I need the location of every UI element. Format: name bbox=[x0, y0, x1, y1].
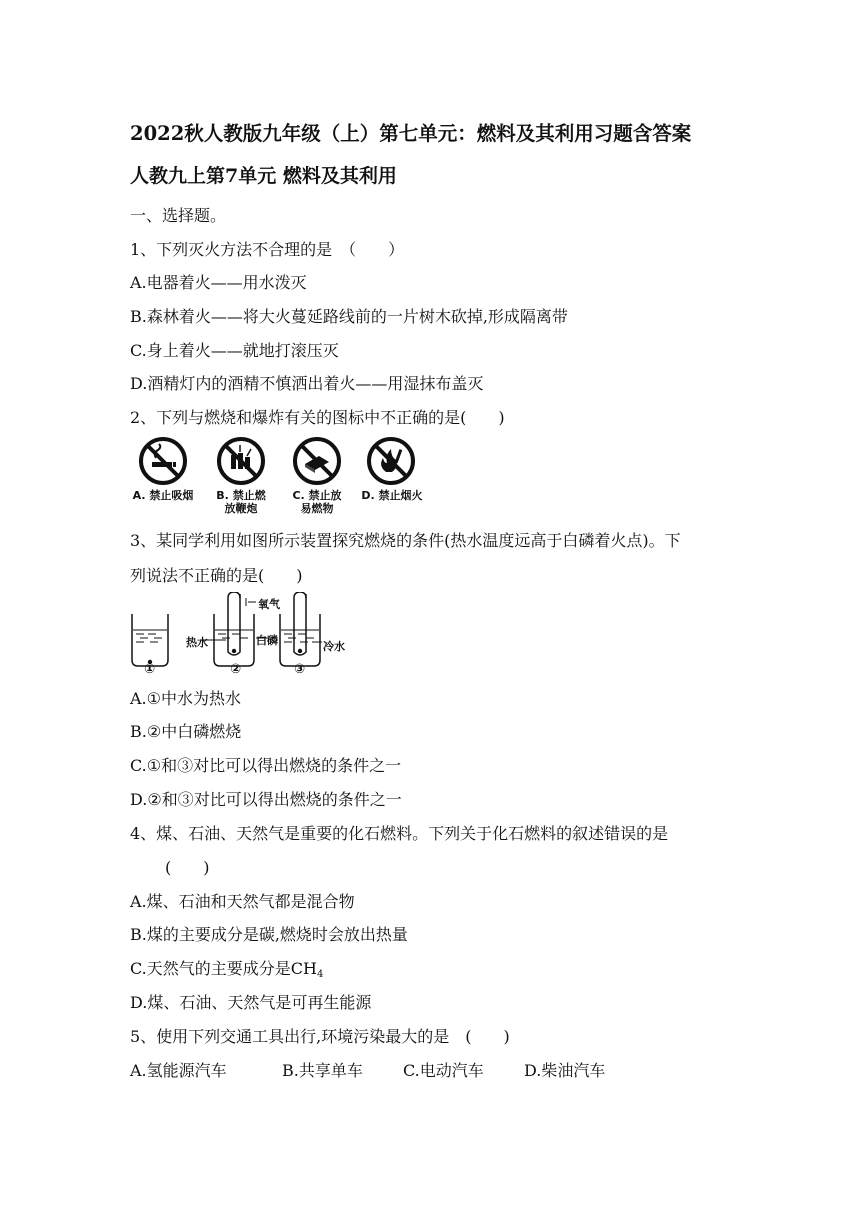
question-5-stem: 5、使用下列交通工具出行,环境污染最大的是 ( ) bbox=[130, 1027, 510, 1046]
question-5-options bbox=[130, 1058, 605, 1081]
no-fireworks-sign-icon bbox=[216, 436, 266, 486]
no-open-flame-sign-icon bbox=[366, 436, 416, 486]
sign-d-label: D. 禁止烟火 bbox=[361, 489, 423, 502]
hot-water-label: 热水 bbox=[186, 636, 208, 649]
question-3-option-a: A.①中水为热水 bbox=[130, 689, 241, 708]
question-1-option-d: D.酒精灯内的酒精不慎洒出着火——用湿抹布盖灭 bbox=[130, 374, 484, 393]
question-1-option-b: B.森林着火——将大火蔓延路线前的一片树木砍掉,形成隔离带 bbox=[130, 307, 568, 326]
sign-a-label: A. 禁止吸烟 bbox=[132, 489, 194, 502]
sign-c-label: C. 禁止放 易燃物 bbox=[292, 489, 342, 515]
question-1-stem: 1、下列灭火方法不合理的是 （ ） bbox=[130, 240, 405, 259]
question-4-option-c: C.天然气的主要成分是$CH_4$ bbox=[130, 959, 324, 980]
question-1-option-c: C.身上着火——就地打滚压灭 bbox=[130, 341, 339, 360]
question-3-stem-line-2: 列说法不正确的是( ) bbox=[130, 566, 303, 585]
no-flammables-sign-icon bbox=[292, 436, 342, 486]
question-1-option-a: A.电器着火——用水泼灭 bbox=[130, 273, 307, 292]
document-title: 2022秋人教版九年级（上）第七单元：燃料及其利用习题含答案 bbox=[130, 122, 692, 145]
question-3-option-b: B.②中白磷燃烧 bbox=[130, 722, 242, 741]
question-3-stem-line-1: 3、某同学利用如图所示装置探究燃烧的条件(热水温度远高于白磷着火点)。下 bbox=[130, 531, 681, 550]
question-5-option-c: C.电动汽车 bbox=[403, 1061, 484, 1080]
document-subtitle: 人教九上第7单元 燃料及其利用 bbox=[130, 165, 397, 187]
question-5-option-d: D.柴油汽车 bbox=[524, 1061, 606, 1080]
question-3-option-d: D.②和③对比可以得出燃烧的条件之一 bbox=[130, 790, 402, 809]
cold-water-label: 冷水 bbox=[323, 640, 345, 653]
question-2-stem: 2、下列与燃烧和爆炸有关的图标中不正确的是( ) bbox=[130, 408, 505, 427]
question-4-option-a: A.煤、石油和天然气都是混合物 bbox=[130, 892, 355, 911]
beaker-1-number: ① bbox=[144, 662, 156, 677]
question-5-option-a: A.氢能源汽车 bbox=[130, 1061, 227, 1080]
no-smoking-sign-icon bbox=[138, 436, 188, 486]
question-4-stem-line-2: ( ) bbox=[165, 858, 210, 877]
question-4-option-d: D.煤、石油、天然气是可再生能源 bbox=[130, 993, 372, 1012]
question-3-option-c: C.①和③对比可以得出燃烧的条件之一 bbox=[130, 756, 402, 775]
oxygen-label: 氧气 bbox=[258, 598, 280, 611]
question-4-stem-line-1: 4、煤、石油、天然气是重要的化石燃料。下列关于化石燃料的叙述错误的是 bbox=[130, 824, 669, 843]
question-4-option-b: B.煤的主要成分是碳,燃烧时会放出热量 bbox=[130, 925, 408, 944]
sign-b-label: B. 禁止燃 放鞭炮 bbox=[216, 489, 266, 515]
beaker-2-number: ② bbox=[230, 662, 242, 677]
section-heading: 一、选择题。 bbox=[130, 206, 227, 225]
white-phosphorus-label: 白磷 bbox=[256, 634, 278, 647]
beaker-3-number: ③ bbox=[294, 662, 306, 677]
question-5-option-b: B.共享单车 bbox=[282, 1061, 363, 1080]
